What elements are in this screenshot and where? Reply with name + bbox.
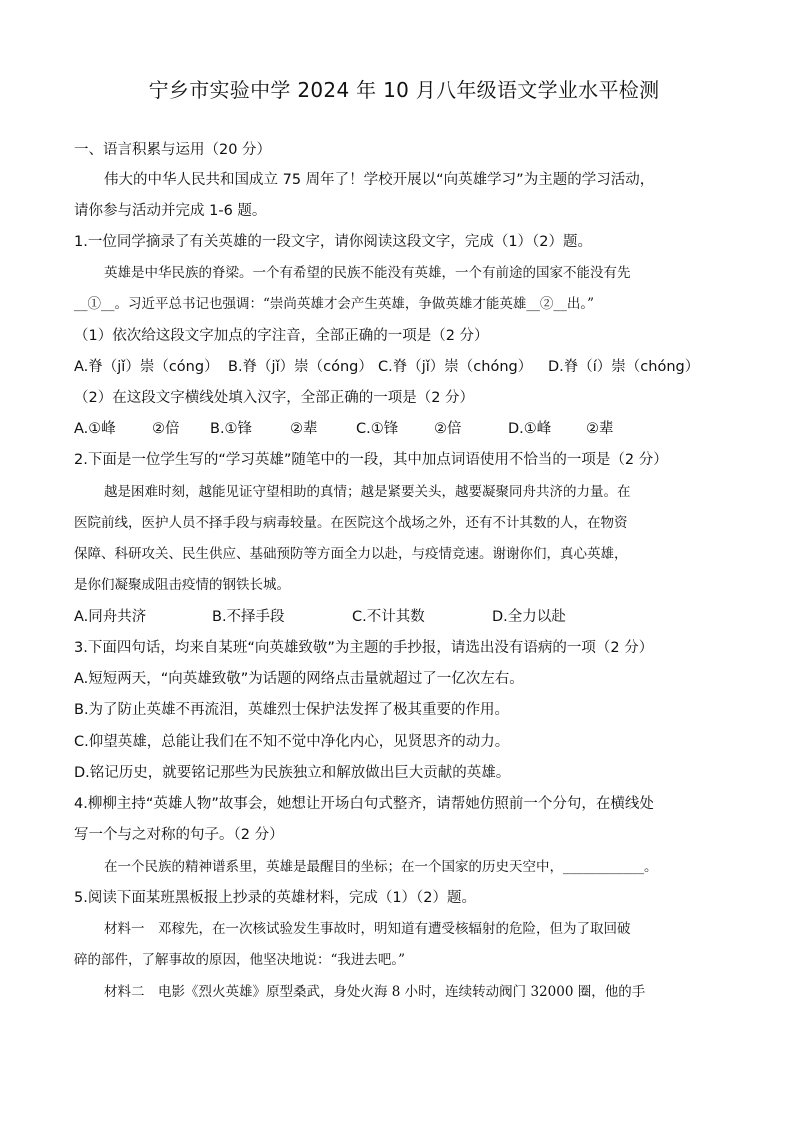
q4-stem: 4.柳柳主持“英雄人物”故事会，她想让开场白句式整齐，请帮她仿照前一个分句，在横线处 — [74, 796, 654, 812]
q1-passage-line: 英雄是中华民族的脊梁。一个有希望的民族不能没有英雄，一个有前途的国家不能没有先 — [104, 265, 631, 281]
option-b: B.脊（jǐ）崇（cóng） — [228, 359, 373, 375]
q2-passage-line: 医院前线，医护人员不择手段与病毒较量。在医院这个战场之外，还有不计其数的人，在物资 — [74, 515, 628, 531]
q3-option-b: B.为了防止英雄不再流泪，英雄烈士保护法发挥了极其重要的作用。 — [74, 702, 510, 718]
q3-option-d: D.铭记历史，就要铭记那些为民族独立和解放做出巨大贡献的英雄。 — [74, 765, 511, 781]
option-b-1: B.①锋 — [210, 421, 253, 437]
q3-stem: 3.下面四句话，均来自某班“向英雄致敬”为主题的手抄报，请选出没有语病的一项（2 分） — [74, 640, 654, 656]
q5-material-line: 材料一 邓稼先，在一次核试验发生事故时，明知道有遭受核辐射的危险，但为了取回破 — [104, 921, 631, 937]
intro-line: 伟大的中华人民共和国成立 75 周年了！学校开展以“向英雄学习”为主题的学习活动， — [104, 172, 655, 188]
q5-stem: 5.阅读下面某班黑板报上抄录的英雄材料，完成（1）（2）题。 — [74, 890, 477, 906]
option-d: D.全力以赴 — [492, 609, 566, 625]
option-d-2: ②辈 — [586, 421, 614, 437]
q2-passage-line: 保障、科研攻关、民生供应、基础预防等方面全力以赴，与疫情竞速。谢谢你们，真心英雄， — [74, 546, 628, 562]
option-a: A.同舟共济 — [74, 609, 147, 625]
q1-sub2-options — [74, 419, 734, 439]
q1-sub1: （1）依次给这段文字加点的字注音，全部正确的一项是（2 分） — [74, 328, 489, 344]
page-title: 宁乡市实验中学 2024 年 10 月八年级语文学业水平检测 — [148, 78, 660, 102]
option-d-1: D.①峰 — [508, 421, 552, 437]
option-c: C.不计其数 — [352, 609, 425, 625]
q2-passage-line: 是你们凝聚成阻击疫情的钢铁长城。 — [74, 577, 290, 593]
q5-material-line: 材料二 电影《烈火英雄》原型桑武，身处火海 8 小时，连续转动阀门 32000 圈，他的手 — [104, 984, 646, 1000]
q2-stem: 2.下面是一位学生写的“学习英雄”随笔中的一段，其中加点词语使用不恰当的一项是（2 分） — [74, 452, 668, 468]
q3-option-a: A.短短两天，“向英雄致敬”为话题的网络点击量就超过了一亿次左右。 — [74, 671, 524, 687]
q2-passage-line: 越是困难时刻，越能见证守望相助的真情；越是紧要关头，越要凝聚同舟共济的力量。在 — [104, 484, 631, 500]
option-a-1: A.①峰 — [74, 421, 116, 437]
option-c: C.脊（jǐ）崇（chóng） — [378, 359, 533, 375]
option-c-2: ②倍 — [434, 421, 462, 437]
option-d: D.脊（í）崇（chóng） — [548, 359, 700, 375]
q4-passage: 在一个民族的精神谱系里，英雄是最醒目的坐标；在一个国家的历史天空中，____________。 — [104, 859, 658, 875]
option-a-2: ②倍 — [152, 421, 180, 437]
q1-stem: 1.一位同学摘录了有关英雄的一段文字，请你阅读这段文字，完成（1）（2）题。 — [74, 234, 593, 250]
intro-line: 请你参与活动并完成 1-6 题。 — [74, 203, 267, 219]
option-a: A.脊（jǐ）崇（cóng） — [74, 359, 219, 375]
section-heading: 一、语言积累与运用（20 分） — [74, 142, 272, 158]
q4-stem: 写一个与之对称的句子。（2 分） — [74, 827, 284, 843]
q5-material-line: 碎的部件，了解事故的原因，他坚决地说：“我进去吧。” — [74, 952, 406, 968]
q2-options — [74, 607, 734, 627]
q1-sub2: （2）在这段文字横线处填入汉字，全部正确的一项是（2 分） — [74, 390, 475, 406]
option-c-1: C.①锋 — [356, 421, 399, 437]
q3-option-c: C.仰望英雄，总能让我们在不知不觉中净化内心，见贤思齐的动力。 — [74, 734, 510, 750]
q1-passage-line: __①__。习近平总书记也强调：“崇尚英雄才会产生英雄，争做英雄才能英雄__②__出。” — [74, 296, 595, 312]
option-b-2: ②辈 — [290, 421, 318, 437]
q1-sub1-options — [74, 357, 734, 377]
option-b: B.不择手段 — [212, 609, 285, 625]
